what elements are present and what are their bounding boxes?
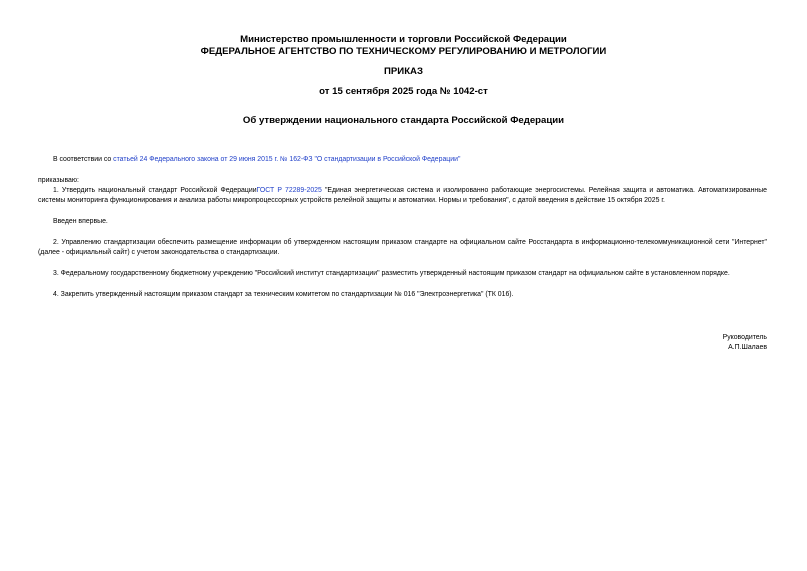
date-number: от 15 сентября 2025 года № 1042-ст [319,86,488,97]
agency-heading: ФЕДЕРАЛЬНОЕ АГЕНТСТВО ПО ТЕХНИЧЕСКОМУ РЕГУЛИРОВАНИЮ И МЕТРОЛОГИИ [200,46,607,57]
signatory-position: Руководитель [722,334,767,341]
intro-paragraph [38,155,767,165]
order-word: приказываю: [38,177,79,184]
introduced-first-note: Введен впервые. [53,218,108,225]
gost-standard-link[interactable]: ГОСТ Р 72289-2025 [256,187,322,194]
signatory-name: А.П.Шалаев [728,344,767,351]
item-1-paragraph [38,186,767,206]
item-3-paragraph: 3. Федеральному государственному бюджетному учреждению "Российский институт стандартизации" разместить утвержденный настоящим приказом стандарт на официальном сайте в установленном порядке. [53,270,730,277]
document-title: Об утверждении национального стандарта Российской Федерации [242,115,565,126]
document-type: ПРИКАЗ [384,66,423,77]
item-1-prefix: 1. Утвердить национальный стандарт Российской Федерации [53,187,257,194]
item-2-paragraph: 2. Управлению стандартизации обеспечить размещение информации об утвержденном настоящим приказом стандарте на официальном сайте Росстандарта в информационно-телекоммуникационной сети "Интернет" (далее - официальный сайт) с учетом законодательства о стандартизации. [38,239,767,256]
ministry-heading: Министерство промышленности и торговли Российской Федерации [240,34,567,45]
item-1-suffix: "Единая энергетическая система и изолированно работающие энергосистемы. Релейная защита и автоматика. Автоматизированные системы мониторинга функционирования и анализа работы микропроцессорных устройств релейной защиты и автоматики. Нормы и требования", с датой введения в действие 15 октября 2025 г. [38,187,767,204]
intro-prefix: В соответствии со [53,156,114,163]
item-4-paragraph: 4. Закрепить утвержденный настоящим приказом стандарт за техническим комитетом по стандартизации № 016 "Электроэнергетика" (ТК 016). [53,291,514,298]
law-article-link[interactable]: статьей 24 Федерального закона от 29 июня 2015 г. № 162-ФЗ "О стандартизации в Российской Федерации" [113,156,461,163]
